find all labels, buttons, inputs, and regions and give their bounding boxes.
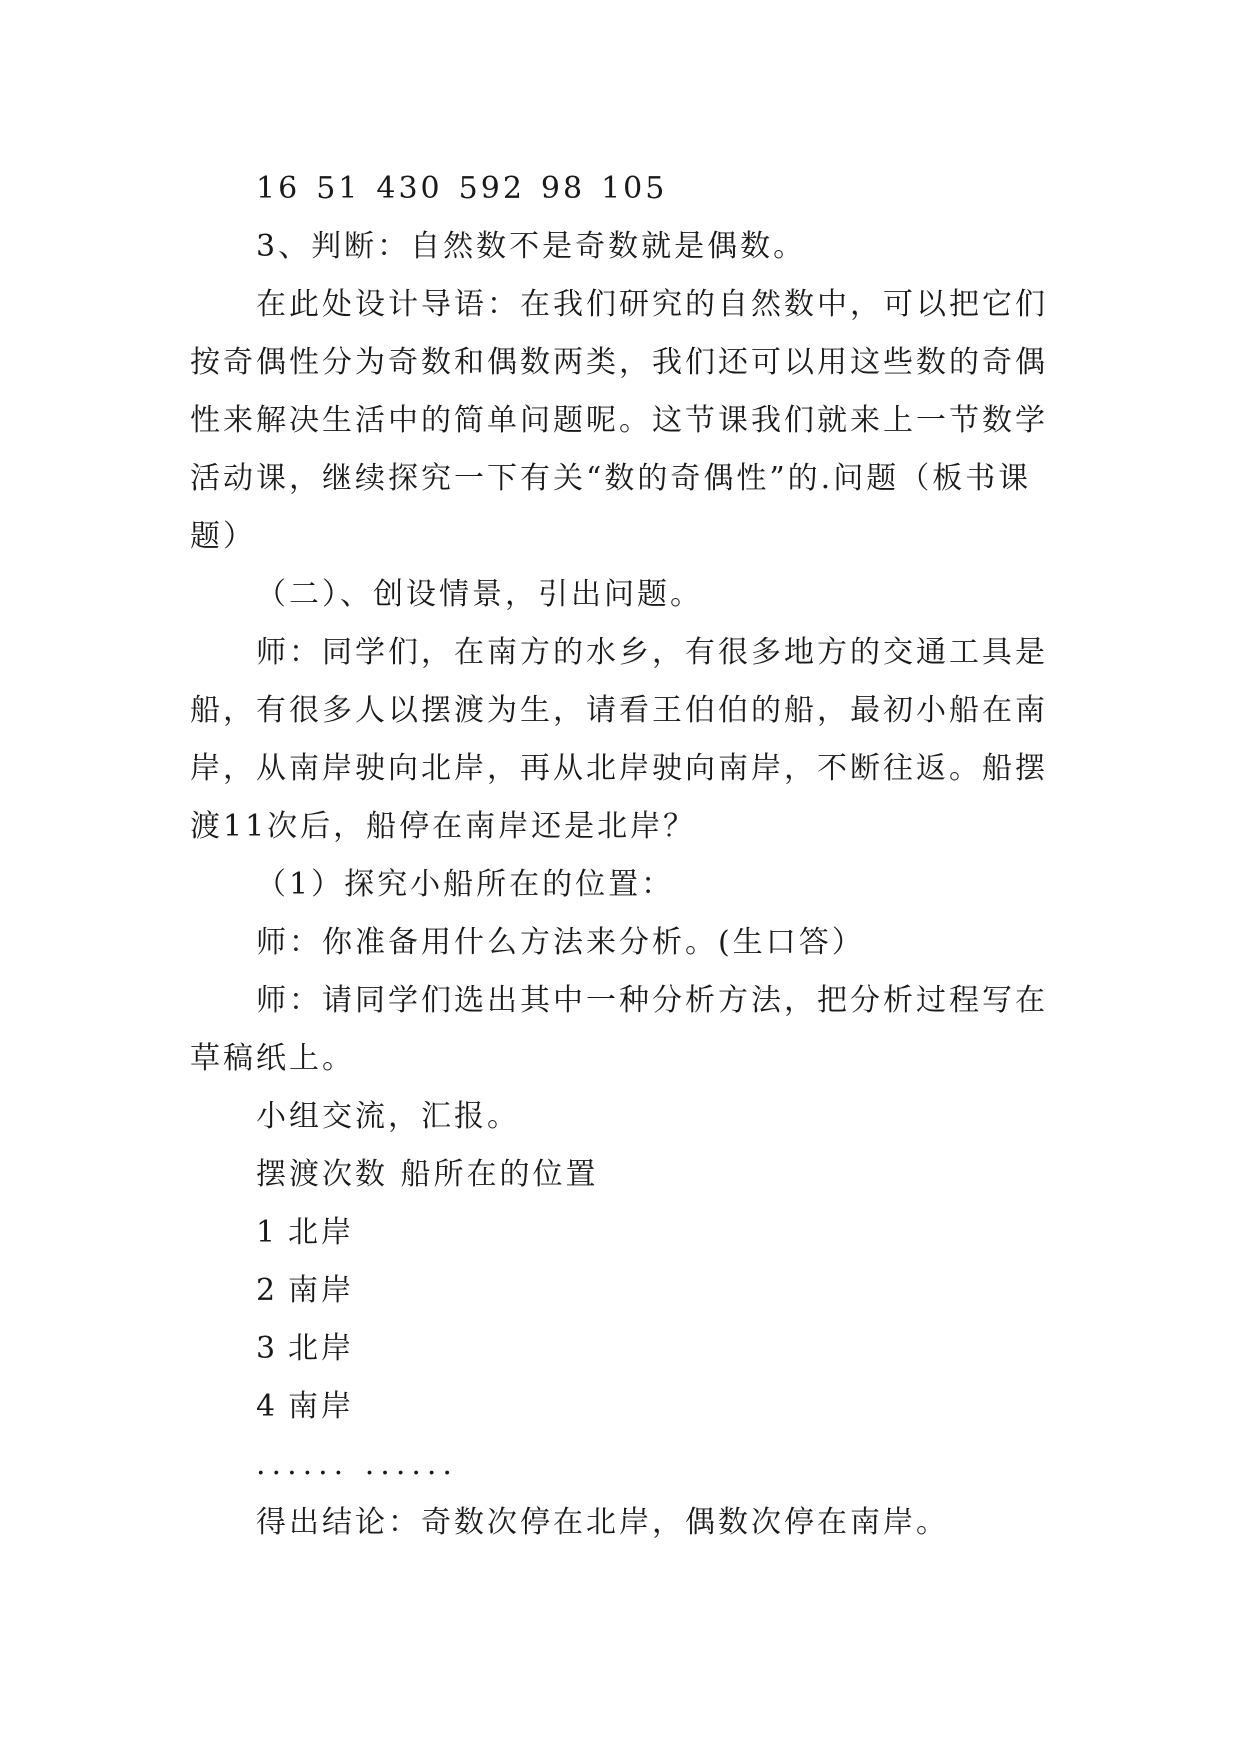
group-paragraph: 小组交流，汇报。 xyxy=(256,1099,520,1134)
table-row xyxy=(190,1262,1060,1320)
table-row xyxy=(190,1320,1060,1378)
ferry-count: 2 xyxy=(256,1273,279,1308)
number-item: 51 xyxy=(316,171,361,206)
boat-position: 北岸 xyxy=(288,1331,354,1366)
intro-paragraph: 在此处设计导语：在我们研究的自然数中，可以把它们按奇偶性分为奇数和偶数两类，我们还可以用这些数的奇偶性来解决生活中的简单问题呢。这节课我们就来上一节数学活动课，继续探究一下有关“数的奇偶性”的.问题（板书课题） xyxy=(190,287,1048,554)
boat-position: 南岸 xyxy=(288,1389,354,1424)
table-row xyxy=(190,1204,1060,1262)
number-item: 16 xyxy=(256,171,301,206)
ferry-count: 3 xyxy=(256,1331,279,1366)
table-ellipsis: ...... ...... xyxy=(256,1447,458,1482)
number-item: 105 xyxy=(601,171,668,206)
table-row xyxy=(190,1378,1060,1436)
number-item: 430 xyxy=(376,171,443,206)
conclusion-paragraph: 得出结论：奇数次停在北岸，偶数次停在南岸。 xyxy=(256,1505,949,1540)
document-body xyxy=(190,160,1060,1552)
step-heading: （1）探究小船所在的位置： xyxy=(256,867,675,902)
boat-position: 北岸 xyxy=(288,1215,354,1250)
teacher-paragraph-1: 师：同学们，在南方的水乡，有很多地方的交通工具是船，有很多人以摆渡为生，请看王伯伯的船，最初小船在南岸，从南岸驶向北岸，再从北岸驶向南岸，不断往返。船摆渡11次后，船停在南岸还是北岸？ xyxy=(190,635,1048,844)
number-item: 98 xyxy=(540,171,586,206)
number-list xyxy=(190,160,1060,218)
ferry-count: 4 xyxy=(256,1389,279,1424)
table-header: 摆渡次数 船所在的位置 xyxy=(256,1157,599,1192)
boat-position: 南岸 xyxy=(288,1273,354,1308)
teacher-paragraph-3: 师：请同学们选出其中一种分析方法，把分析过程写在草稿纸上。 xyxy=(190,983,1048,1076)
ferry-count: 1 xyxy=(256,1215,279,1250)
section-heading: （二）、创设情景，引出问题。 xyxy=(256,577,703,612)
judgment-paragraph: 3、判断：自然数不是奇数就是偶数。 xyxy=(256,229,807,264)
number-item: 592 xyxy=(458,171,525,206)
teacher-paragraph-2: 师：你准备用什么方法来分析。(生口答） xyxy=(256,925,865,960)
